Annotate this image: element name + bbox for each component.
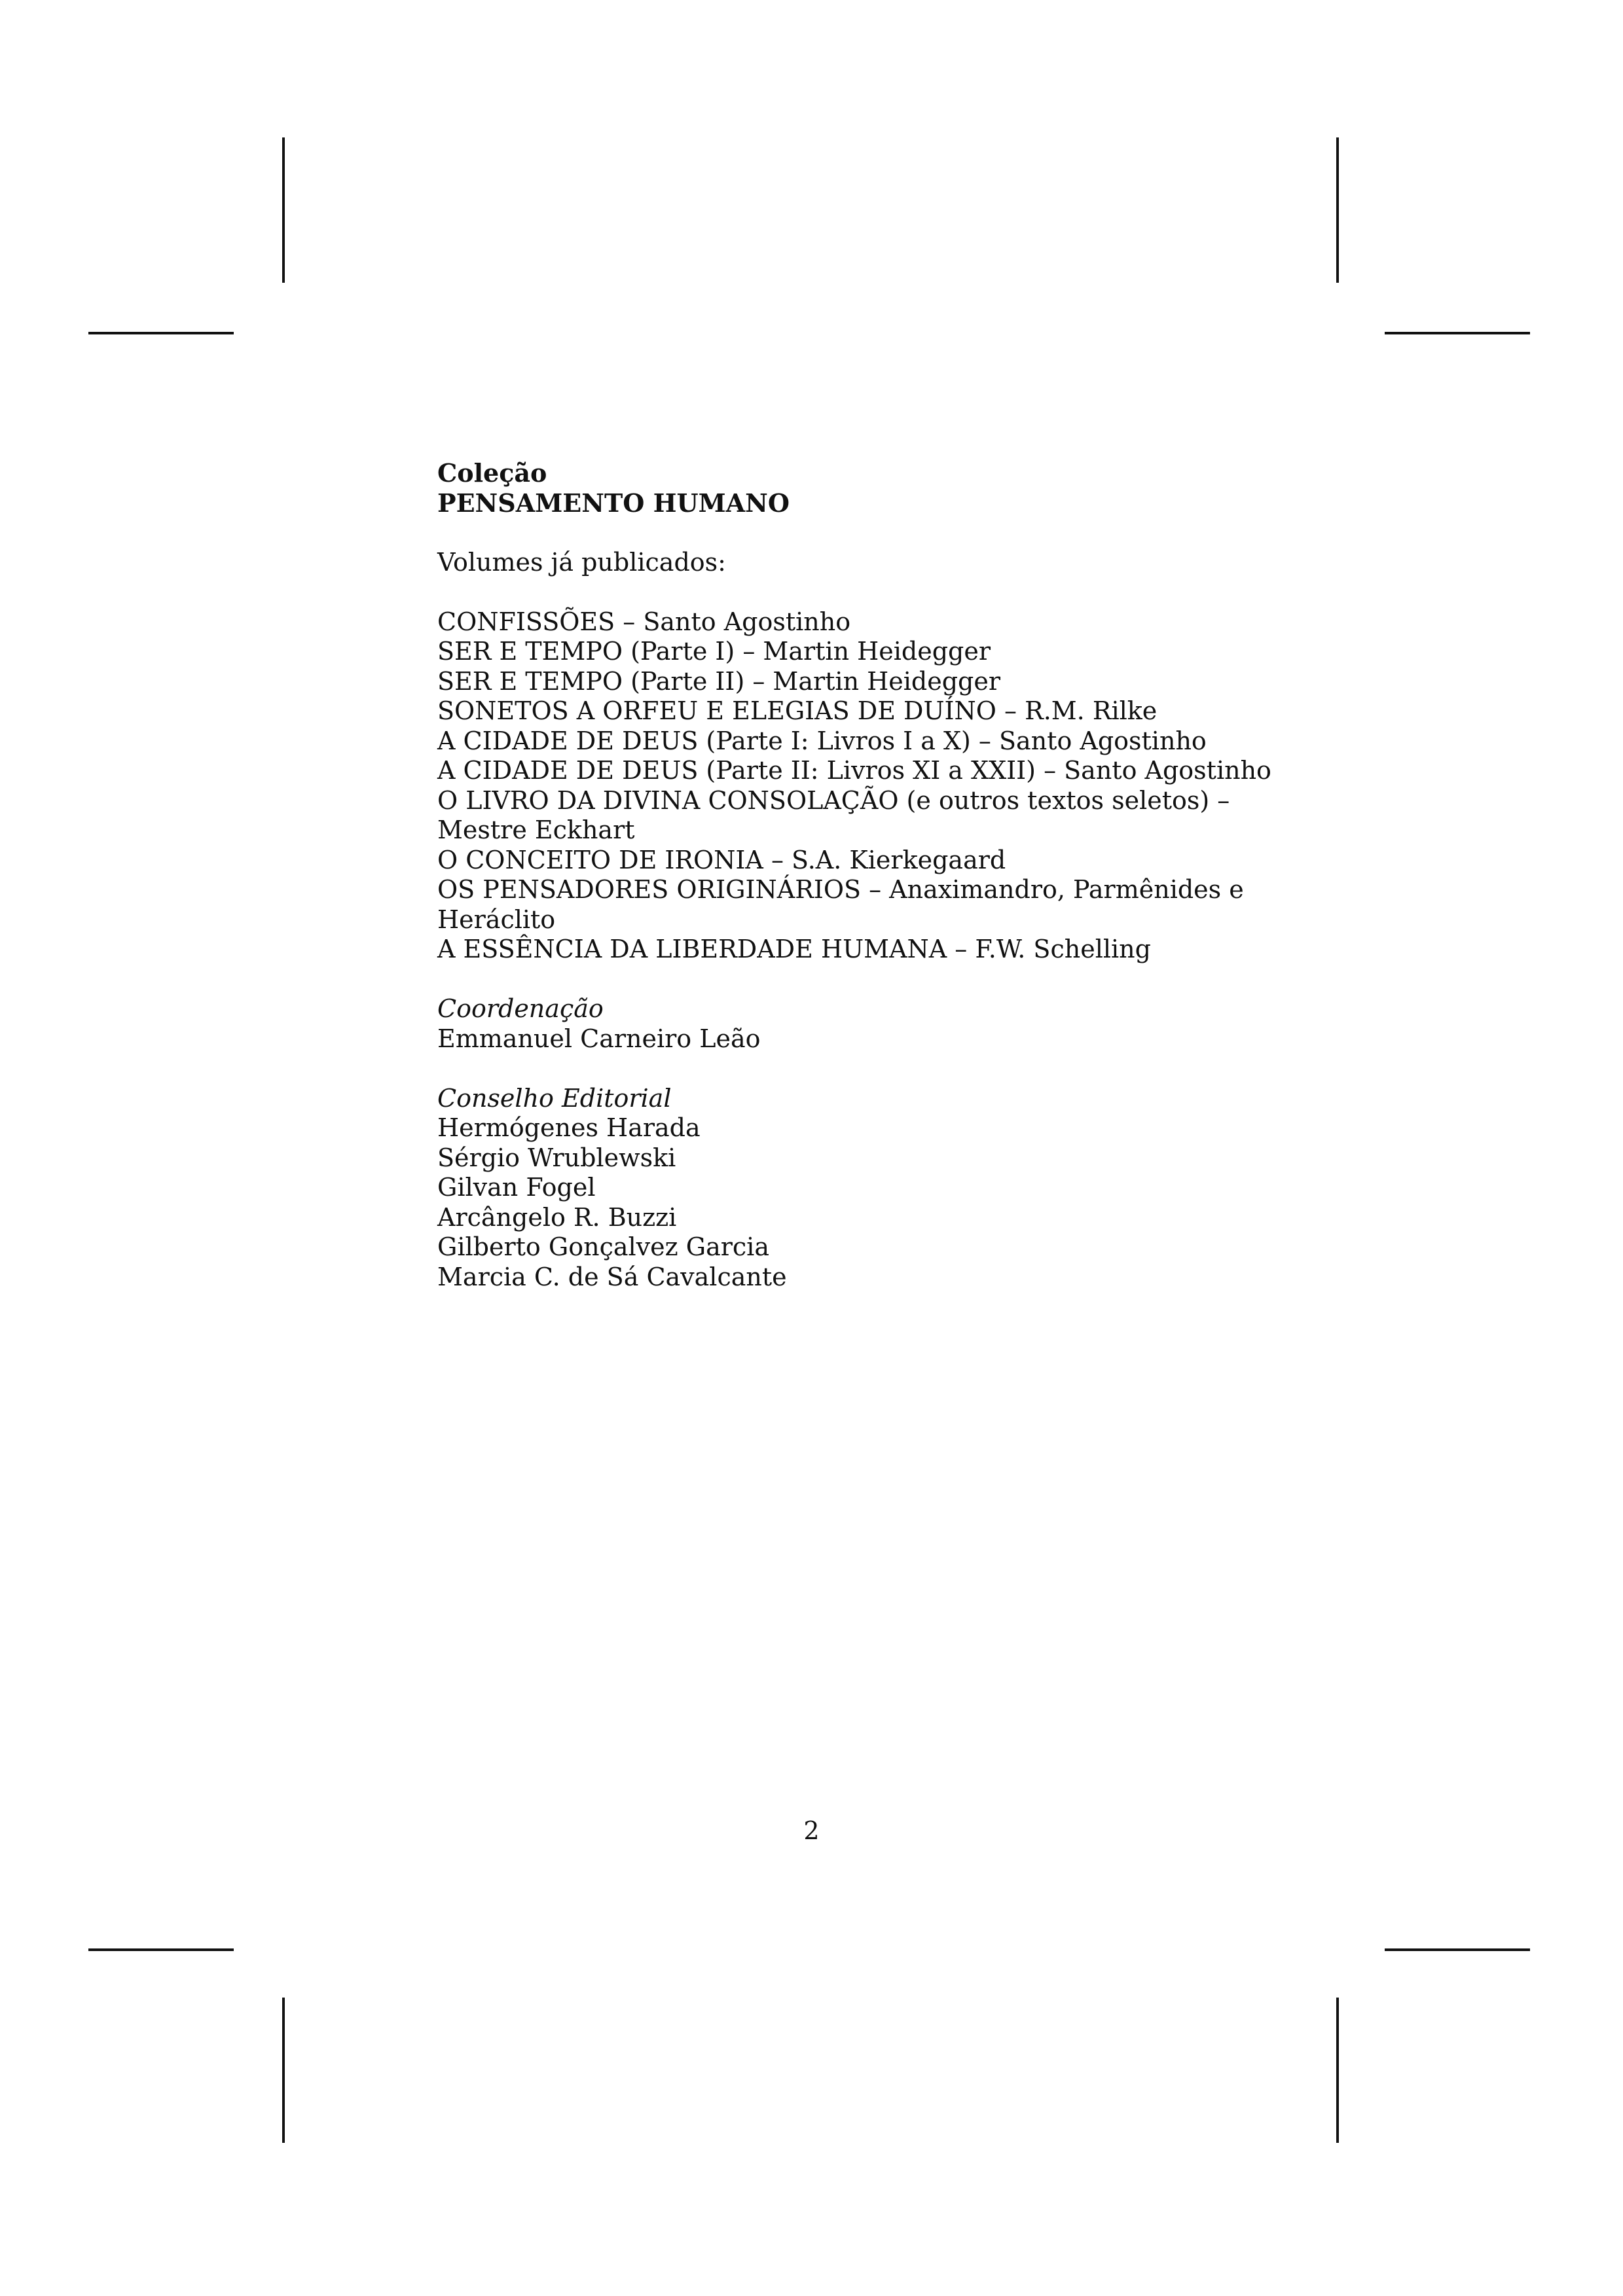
crop-mark-bottom-right-vertical: [1336, 1998, 1339, 2143]
crop-mark-top-right-horizontal: [1385, 332, 1530, 334]
editorial-board-section: [437, 1084, 1262, 1293]
coordinator-name: Emmanuel Carneiro Leão: [437, 1024, 761, 1053]
volume-line: O LIVRO DA DIVINA CONSOLAÇÃO (e outros textos seletos) –: [437, 785, 1230, 815]
crop-mark-top-right-vertical: [1336, 137, 1339, 283]
volumes-list: [437, 607, 1271, 965]
volume-line: SER E TEMPO (Parte II) – Martin Heidegger: [437, 666, 1001, 696]
board-member-name: Marcia C. de Sá Cavalcante: [437, 1262, 787, 1291]
volume-line: CONFISSÕES – Santo Agostinho: [437, 607, 851, 636]
crop-mark-bottom-right-horizontal: [1385, 1948, 1530, 1951]
board-member-name: Gilvan Fogel: [437, 1173, 596, 1202]
collection-label: Coleção: [437, 458, 547, 488]
crop-mark-top-left-vertical: [282, 137, 285, 283]
volume-line: A ESSÊNCIA DA LIBERDADE HUMANA – F.W. Schelling: [437, 935, 1151, 963]
page-number: 2: [803, 1816, 820, 1845]
collection-heading: [437, 458, 1262, 518]
volumes-intro-text: Volumes já publicados:: [437, 547, 726, 577]
crop-mark-bottom-left-horizontal: [88, 1948, 234, 1951]
volume-line: SER E TEMPO (Parte I) – Martin Heidegger: [437, 637, 991, 666]
board-member-name: Gilberto Gonçalvez Garcia: [437, 1232, 769, 1261]
volume-line: O CONCEITO DE IRONIA – S.A. Kierkegaard: [437, 845, 1006, 874]
editorial-board-label: Conselho Editorial: [437, 1083, 672, 1113]
volume-line: Mestre Eckhart: [437, 816, 635, 844]
coordination-section: [437, 994, 1262, 1054]
volume-line: SONETOS A ORFEU E ELEGIAS DE DUÍNO – R.M. Rilke: [437, 696, 1158, 725]
volume-line: Heráclito: [437, 905, 556, 934]
volume-line: A CIDADE DE DEUS (Parte I: Livros I a X) – Santo Agostinho: [437, 726, 1207, 755]
volume-line: A CIDADE DE DEUS (Parte II: Livros XI a XXII) – Santo Agostinho: [437, 756, 1271, 785]
board-member-name: Sérgio Wrublewski: [437, 1143, 676, 1172]
crop-mark-bottom-left-vertical: [282, 1998, 285, 2143]
volumes-intro: [437, 548, 1262, 578]
crop-mark-top-left-horizontal: [88, 332, 234, 334]
coordination-label: Coordenação: [437, 994, 604, 1023]
board-member-name: Arcângelo R. Buzzi: [437, 1202, 677, 1232]
board-member-name: Hermógenes Harada: [437, 1113, 701, 1142]
volume-line: OS PENSADORES ORIGINÁRIOS – Anaximandro, Parmênides e: [437, 875, 1244, 904]
page-content: [437, 458, 1271, 1292]
collection-name: PENSAMENTO HUMANO: [437, 488, 790, 518]
